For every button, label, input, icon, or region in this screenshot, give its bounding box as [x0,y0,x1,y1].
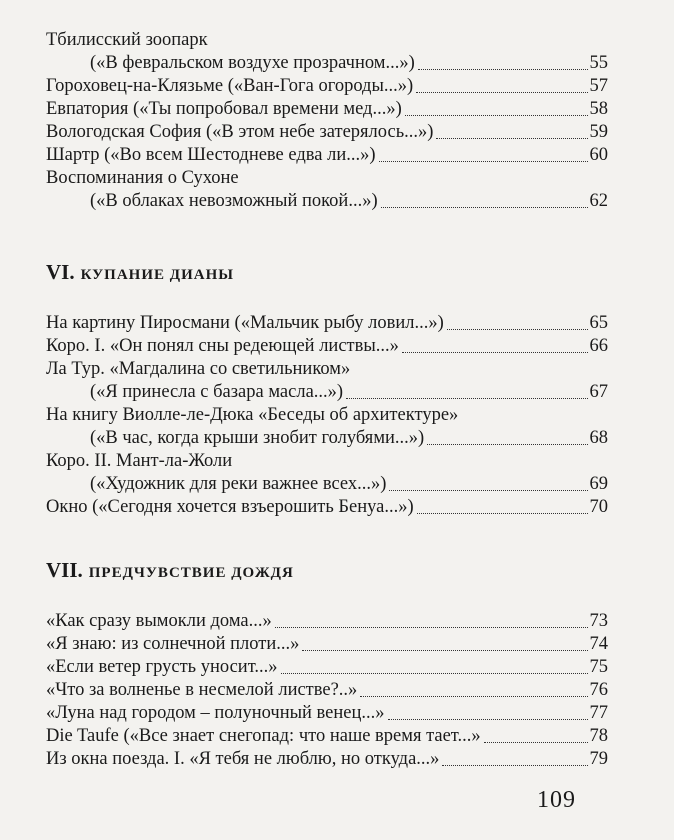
toc-entry: «Если ветер грусть уносит...» 75 [46,657,608,677]
toc-page-number: 75 [589,657,608,677]
toc-entry: Окно («Сегодня хочется взъерошить Бенуа...») 70 [46,497,608,517]
toc-entry: Евпатория («Ты попробовал времени мед...») 58 [46,99,608,119]
dot-leader [405,115,588,116]
toc-entry: Шартр («Во всем Шестодневе едва ли...») 60 [46,145,608,165]
toc-entry: Ла Тур. «Магдалина со светильником» [46,359,351,379]
toc-entry: («В февральском воздухе прозрачном...») 55 [90,53,608,73]
dot-leader [416,92,587,93]
section-heading: VII. ПРЕДЧУВСТВИЕ ДОЖДЯ [46,558,294,582]
toc-page-number: 57 [589,76,608,96]
page-number: 109 [537,787,576,813]
toc-page-number: 66 [589,336,608,356]
toc-entry: Вологодская София («В этом небе затерялось...») 59 [46,122,608,142]
section-heading: VI. КУПАНИЕ ДИАНЫ [46,260,234,284]
dot-leader [417,513,588,514]
dot-leader [302,650,587,651]
toc-page-number: 59 [589,122,608,142]
dot-leader [402,352,588,353]
dot-leader [275,627,588,628]
dot-leader [442,765,587,766]
toc-page-number: 69 [589,474,608,494]
toc-entry: Коро. II. Мант-ла-Жоли [46,451,233,471]
dot-leader [418,69,588,70]
toc-entry: Коро. I. «Он понял сны редеющей листвы...» 66 [46,336,608,356]
toc-page-number: 68 [589,428,608,448]
toc-page-number: 58 [589,99,608,119]
toc-entry: Die Taufe («Все знает снегопад: что наше время тает...» 78 [46,726,608,746]
toc-page-number: 73 [589,611,608,631]
toc-entry: Из окна поезда. I. «Я тебя не люблю, но откуда...» 79 [46,749,608,769]
dot-leader [379,161,588,162]
dot-leader [436,138,587,139]
dot-leader [346,398,587,399]
toc-entry: «Луна над городом – полуночный венец...» 77 [46,703,608,723]
toc-entry: Воспоминания о Сухоне [46,168,239,188]
toc-page-number: 74 [589,634,608,654]
toc-entry: Гороховец-на-Клязьме («Ван-Гога огороды...») 57 [46,76,608,96]
dot-leader [447,329,588,330]
toc-page-number: 67 [589,382,608,402]
toc-page-number: 77 [589,703,608,723]
toc-entry: («Я принесла с базара масла...») 67 [90,382,608,402]
dot-leader [388,719,588,720]
toc-page-number: 70 [589,497,608,517]
dot-leader [484,742,588,743]
toc-page-number: 79 [589,749,608,769]
dot-leader [427,444,587,445]
dot-leader [381,207,588,208]
toc-page-number: 76 [589,680,608,700]
toc-entry: На книгу Виолле-ле-Дюка «Беседы об архитектуре» [46,405,459,425]
toc-entry: «Как сразу вымокли дома...» 73 [46,611,608,631]
toc-page-number: 60 [589,145,608,165]
toc-page-number: 62 [589,191,608,211]
toc-entry: «Что за волненье в несмелой листве?..» 76 [46,680,608,700]
toc-entry: («Художник для реки важнее всех...») 69 [90,474,608,494]
dot-leader [389,490,587,491]
dot-leader [360,696,587,697]
toc-page-number: 65 [589,313,608,333]
toc-entry: («В облаках невозможный покой...») 62 [90,191,608,211]
toc-entry: На картину Пиросмани («Мальчик рыбу ловил...») 65 [46,313,608,333]
toc-entry: «Я знаю: из солнечной плоти...» 74 [46,634,608,654]
dot-leader [281,673,588,674]
toc-entry: («В час, когда крыши знобит голубями...») 68 [90,428,608,448]
toc-page-number: 78 [589,726,608,746]
toc-entry: Тбилисский зоопарк [46,30,208,50]
toc-page-number: 55 [589,53,608,73]
